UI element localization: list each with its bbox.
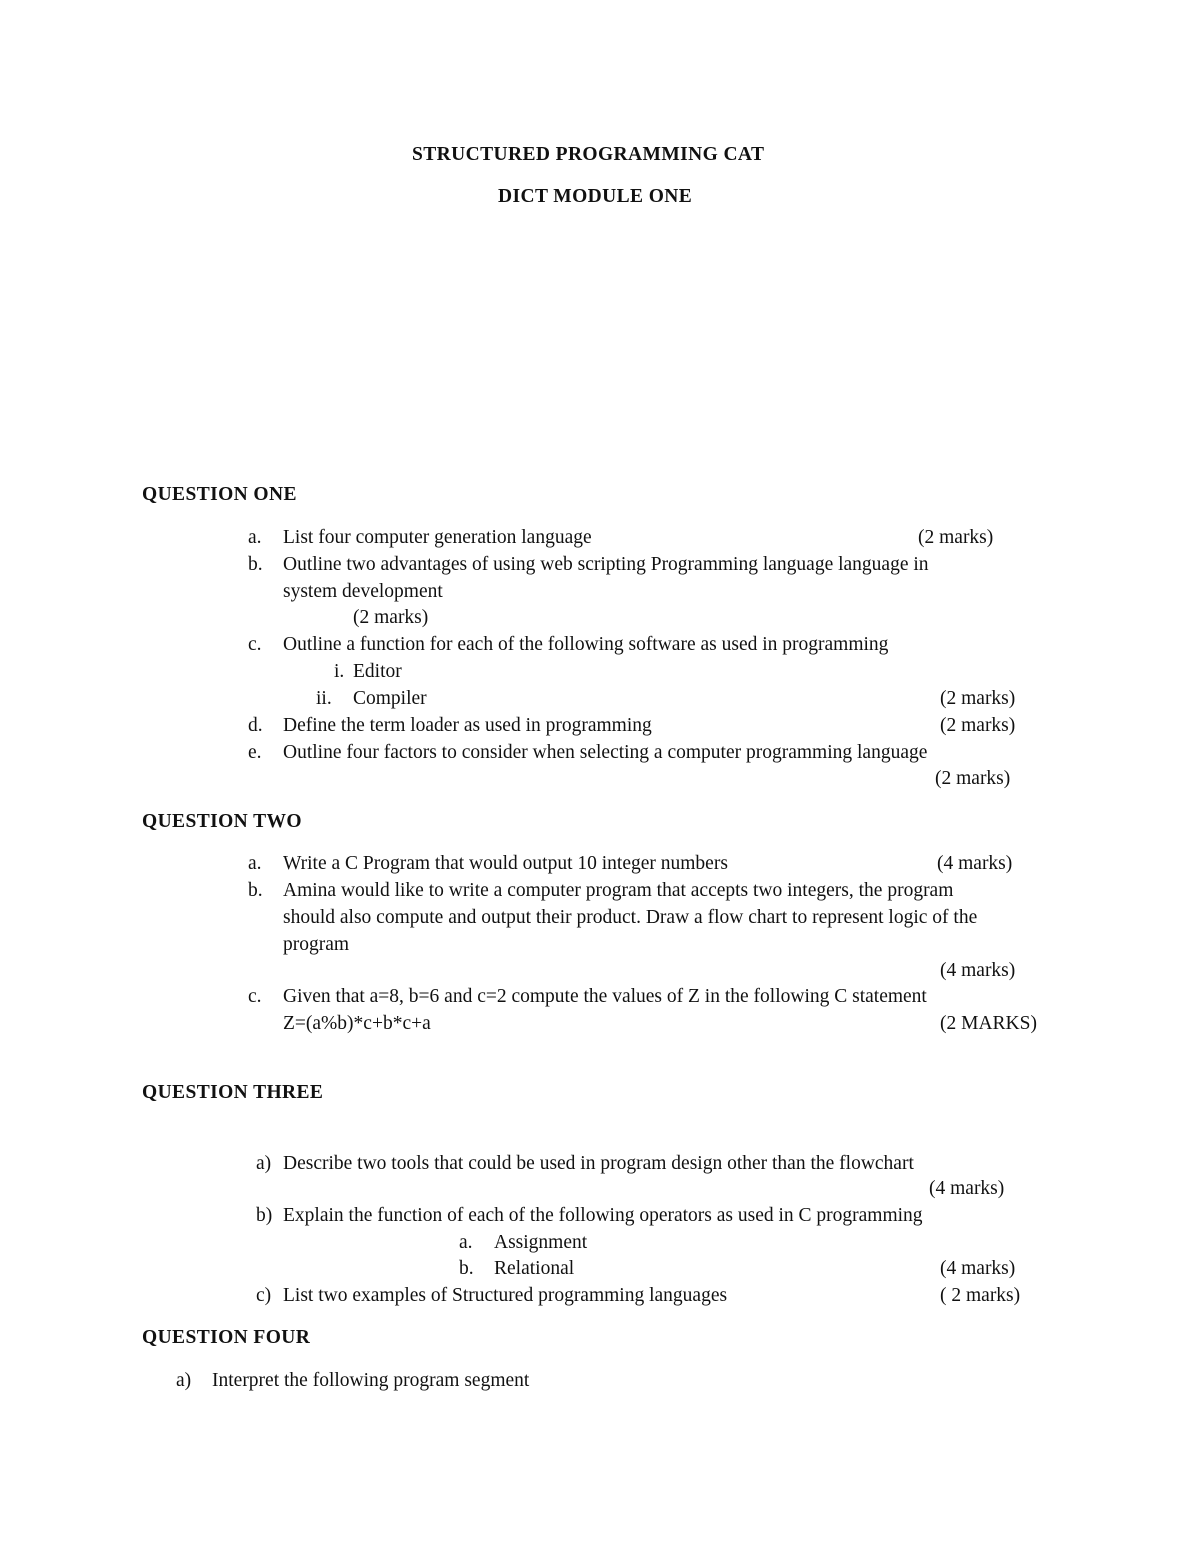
question-three-heading: QUESTION THREE [142, 1082, 324, 1103]
item-text: Given that a=8, b=6 and c=2 compute the values of Z in the following C statement [283, 986, 927, 1007]
subitem-label: a. [459, 1232, 473, 1253]
subitem-text: Assignment [494, 1232, 588, 1253]
item-label: b. [248, 880, 263, 901]
item-label: e. [248, 742, 262, 763]
item-label: b. [248, 554, 263, 575]
item-text: List four computer generation language [283, 527, 592, 548]
item-marks: (2 marks) [940, 688, 1016, 709]
item-text-continued: system development [283, 581, 443, 602]
item-label: c. [248, 634, 262, 655]
item-text: List two examples of Structured programming languages [283, 1285, 728, 1306]
item-label: a) [256, 1153, 272, 1174]
item-marks: (4 marks) [929, 1178, 1005, 1199]
item-text: Write a C Program that would output 10 integer numbers [283, 853, 728, 874]
subitem-text: Relational [494, 1258, 575, 1279]
item-label: d. [248, 715, 263, 736]
c-statement: Z=(a%b)*c+b*c+a [283, 1013, 431, 1034]
item-marks: (4 marks) [940, 1258, 1016, 1279]
item-text: Outline four factors to consider when selecting a computer programming language [283, 742, 928, 763]
subitem-text: Editor [353, 661, 402, 682]
item-label: b) [256, 1205, 273, 1226]
item-text: Define the term loader as used in programming [283, 715, 652, 736]
item-text-continued: program [283, 934, 350, 955]
item-text: Describe two tools that could be used in program design other than the flowchart [283, 1153, 914, 1174]
document-title: STRUCTURED PROGRAMMING CAT [412, 144, 765, 165]
question-one-heading: QUESTION ONE [142, 484, 297, 505]
item-label: a. [248, 853, 262, 874]
item-text: Outline two advantages of using web scripting Programming language language in [283, 554, 929, 575]
item-marks: ( 2 marks) [940, 1285, 1021, 1306]
item-label: a) [176, 1370, 192, 1391]
item-label: c) [256, 1285, 272, 1306]
item-marks: (4 marks) [940, 960, 1016, 981]
item-marks: (2 marks) [353, 607, 429, 628]
item-marks: (2 marks) [935, 768, 1011, 789]
subitem-label: ii. [316, 688, 332, 709]
item-marks: (2 MARKS) [940, 1013, 1037, 1034]
subitem-label: b. [459, 1258, 474, 1279]
item-text: Interpret the following program segment [212, 1370, 530, 1391]
item-text-continued: should also compute and output their product. Draw a flow chart to represent logic of the [283, 907, 978, 928]
item-label: c. [248, 986, 262, 1007]
subitem-label: i. [334, 661, 345, 682]
item-text: Amina would like to write a computer program that accepts two integers, the program [283, 880, 954, 901]
question-four-heading: QUESTION FOUR [142, 1327, 311, 1348]
item-text: Outline a function for each of the following software as used in programming [283, 634, 889, 655]
item-marks: (2 marks) [940, 715, 1016, 736]
subitem-text: Compiler [353, 688, 427, 709]
item-marks: (2 marks) [918, 527, 994, 548]
document-subtitle: DICT MODULE ONE [498, 186, 693, 207]
item-text: Explain the function of each of the following operators as used in C programming [283, 1205, 923, 1226]
item-marks: (4 marks) [937, 853, 1013, 874]
question-two-heading: QUESTION TWO [142, 811, 302, 832]
item-label: a. [248, 527, 262, 548]
